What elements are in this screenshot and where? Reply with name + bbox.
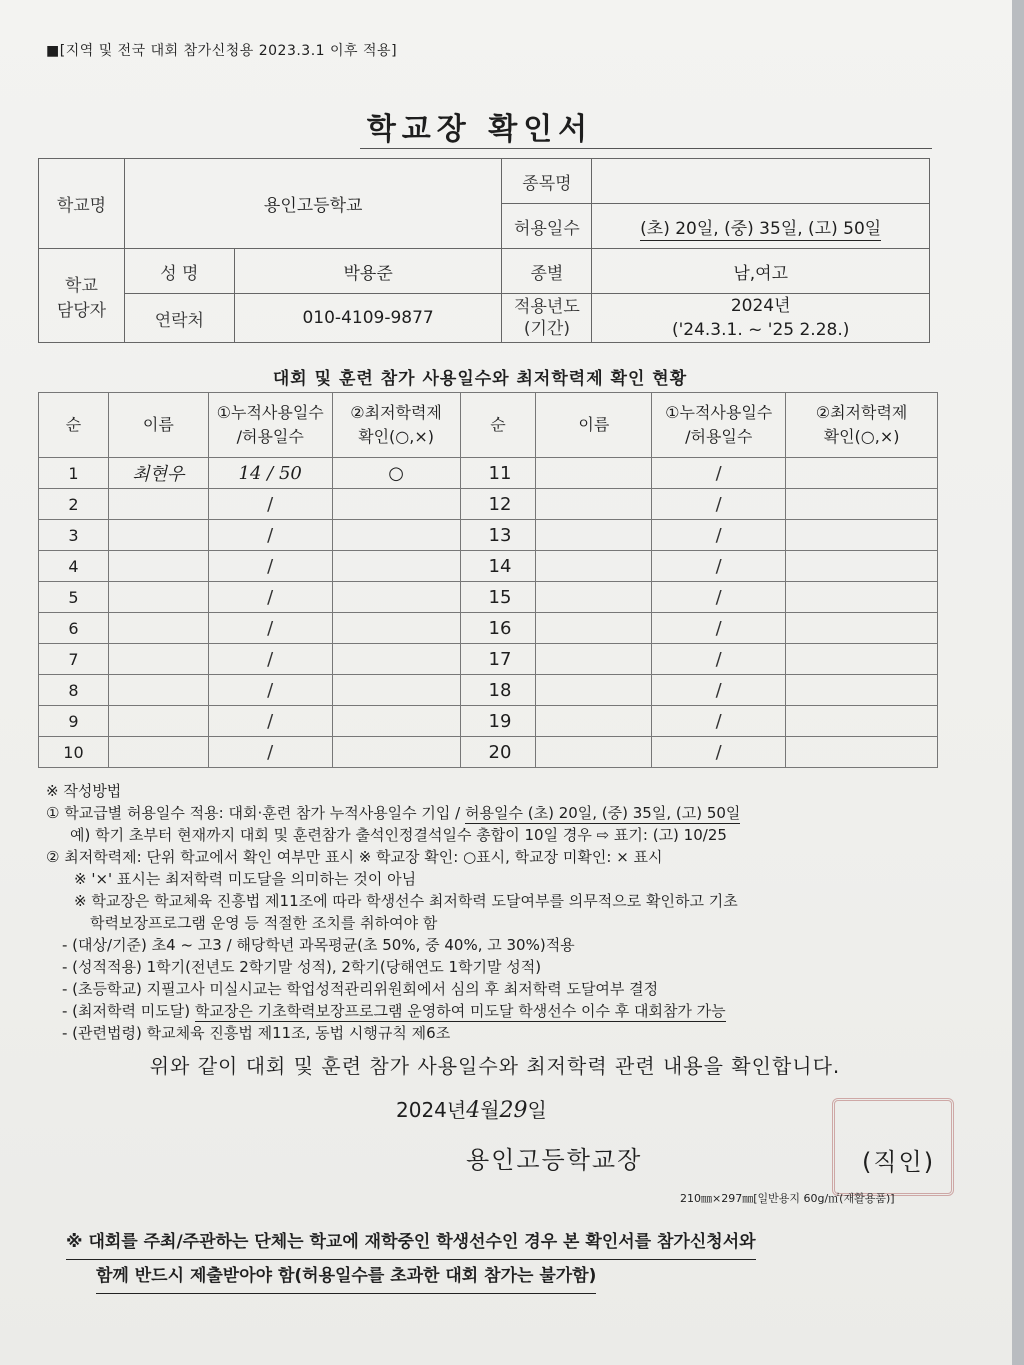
table-row <box>39 520 938 551</box>
col-days-right: ①누적사용일수 /허용일수 <box>652 393 786 458</box>
student-name <box>536 737 652 768</box>
table-row <box>39 706 938 737</box>
student-name <box>108 489 208 520</box>
days-value: / <box>208 489 332 520</box>
note-line: - (대상/기준) 초4 ~ 고3 / 해당학년 과목평균(초 50%, 중 40%, 고 30%)적용 <box>62 936 575 954</box>
note-line: - (관련법령) 학교체육 진흥법 제11조, 동법 시행규칙 제6조 <box>62 1024 451 1042</box>
note-line: 예) 학기 초부터 현재까지 대회 및 훈련참가 출석인정결석일수 총합이 10일 경우 ⇨ 표기: (고) 10/25 <box>70 826 727 844</box>
days-value: / <box>208 613 332 644</box>
student-name <box>108 613 208 644</box>
paper-spec: 210㎜×297㎜[일반용지 60g/㎡(재활용품)] <box>680 1192 895 1205</box>
student-name <box>108 737 208 768</box>
min-check <box>332 644 460 675</box>
event-value <box>592 159 930 204</box>
col-min-right: ②최저학력제 확인(○,×) <box>786 393 938 458</box>
row-number: 18 <box>460 675 536 706</box>
student-name <box>536 613 652 644</box>
min-check <box>786 737 938 768</box>
row-number: 5 <box>39 582 109 613</box>
student-name <box>536 489 652 520</box>
min-check <box>332 675 460 706</box>
seal-label: (직인) <box>862 1148 936 1176</box>
row-number: 1 <box>39 458 109 489</box>
row-number: 7 <box>39 644 109 675</box>
row-number: 16 <box>460 613 536 644</box>
period-value: ('24.3.1. ~ '25 2.28.) <box>671 320 850 340</box>
min-check <box>332 582 460 613</box>
note-line: - (성적적용) 1학기(전년도 2학기말 성적), 2학기(당해연도 1학기말 성적) <box>62 958 542 976</box>
student-name <box>108 706 208 737</box>
days-value: / <box>652 706 786 737</box>
table-row <box>39 582 938 613</box>
min-check <box>786 675 938 706</box>
student-name: 최현우 <box>108 458 208 489</box>
row-number: 19 <box>460 706 536 737</box>
student-name <box>536 706 652 737</box>
days-value: / <box>652 675 786 706</box>
footnote-line: 함께 반드시 제출받아야 함(허용일수를 초과한 대회 참가는 불가함) <box>96 1260 596 1294</box>
col-seq-left: 순 <box>39 393 109 458</box>
name-label: 성 명 <box>124 249 234 294</box>
days-value: 14 / 50 <box>208 458 332 489</box>
page-title: 학교장 확인서 <box>366 112 594 147</box>
col-days-left: ①누적사용일수 /허용일수 <box>208 393 332 458</box>
min-check <box>786 706 938 737</box>
days-value: / <box>208 582 332 613</box>
days-value: / <box>208 551 332 582</box>
col-name-right: 이름 <box>536 393 652 458</box>
note-underlined: 학교장은 기초학력보장프로그램 운영하여 미도달 학생선수 이수 후 대회참가 가능 <box>194 1002 726 1020</box>
row-number: 13 <box>460 520 536 551</box>
issue-date <box>396 1094 547 1123</box>
row-number: 6 <box>39 613 109 644</box>
note-line: 학력보장프로그램 운영 등 적절한 조치를 취하여야 함 <box>90 914 438 932</box>
note-underlined: 허용일수 (초) 20일, (중) 35일, (고) 50일 <box>465 804 741 822</box>
col-seq-right: 순 <box>460 393 536 458</box>
min-check <box>786 458 938 489</box>
note-text: ① 학교급별 허용일수 적용: 대회·훈련 참가 누적사용일수 기입 / <box>46 804 465 822</box>
table-row <box>39 675 938 706</box>
school-info-table <box>38 158 930 343</box>
days-value: / <box>652 520 786 551</box>
student-name <box>108 675 208 706</box>
date-year: 2024년 <box>396 1098 467 1122</box>
footnote-line: ※ 대회를 주최/주관하는 단체는 학교에 재학중인 학생선수인 경우 본 확인서를 참가신청서와 <box>66 1226 756 1260</box>
row-number: 14 <box>460 551 536 582</box>
manager-label: 학교 담당자 <box>39 249 125 343</box>
col-name-left: 이름 <box>108 393 208 458</box>
min-check <box>786 520 938 551</box>
days-value: / <box>652 582 786 613</box>
note-line: ※ '×' 표시는 최저학력 미도달을 의미하는 것이 아님 <box>74 870 417 888</box>
days-value: / <box>652 613 786 644</box>
table-row <box>39 489 938 520</box>
days-value: / <box>208 737 332 768</box>
note-line <box>46 802 966 824</box>
student-name <box>536 644 652 675</box>
contact-value: 010-4109-9877 <box>234 294 502 343</box>
table-row <box>39 458 938 489</box>
principal-title: 용인고등학교장 <box>466 1146 643 1174</box>
row-number: 3 <box>39 520 109 551</box>
days-value: / <box>208 675 332 706</box>
min-check <box>786 551 938 582</box>
year-value: 2024년 <box>730 296 791 316</box>
row-number: 8 <box>39 675 109 706</box>
table-row <box>39 551 938 582</box>
min-check <box>332 706 460 737</box>
min-check <box>332 489 460 520</box>
date-day: 29 <box>499 1098 528 1123</box>
gender-value: 남,여고 <box>592 249 930 294</box>
note-line <box>46 1000 966 1022</box>
days-value: / <box>652 458 786 489</box>
contact-label: 연락처 <box>124 294 234 343</box>
row-number: 4 <box>39 551 109 582</box>
min-check <box>786 582 938 613</box>
row-number: 11 <box>460 458 536 489</box>
year-label: 적용년도 (기간) <box>502 294 592 343</box>
row-number: 10 <box>39 737 109 768</box>
student-name <box>108 644 208 675</box>
days-value: / <box>652 644 786 675</box>
days-value: / <box>652 489 786 520</box>
page-edge <box>1012 0 1024 1365</box>
event-label: 종목명 <box>502 159 592 204</box>
row-number: 12 <box>460 489 536 520</box>
confirm-statement: 위와 같이 대회 및 훈련 참가 사용일수와 최저학력 관련 내용을 확인합니다. <box>149 1054 841 1078</box>
min-check <box>332 520 460 551</box>
table-row <box>39 644 938 675</box>
school-label: 학교명 <box>39 159 125 249</box>
days-value: / <box>208 644 332 675</box>
usage-table <box>38 392 938 768</box>
title-divider <box>360 148 932 149</box>
student-name <box>108 582 208 613</box>
header-tag: ■[지역 및 전국 대회 참가신청용 2023.3.1 이후 적용] <box>46 43 398 59</box>
min-check <box>332 551 460 582</box>
school-name: 용인고등학교 <box>124 159 502 249</box>
table-row <box>39 613 938 644</box>
date-day-unit: 일 <box>527 1098 547 1122</box>
row-number: 9 <box>39 706 109 737</box>
days-value: / <box>652 737 786 768</box>
min-check: ○ <box>332 458 460 489</box>
footnote <box>66 1226 756 1294</box>
section-title: 대회 및 훈련 참가 사용일수와 최저학력제 확인 현황 <box>272 369 688 389</box>
row-number: 2 <box>39 489 109 520</box>
min-check <box>786 613 938 644</box>
allowed-days-value: (초) 20일, (중) 35일, (고) 50일 <box>640 218 882 239</box>
row-number: 20 <box>460 737 536 768</box>
student-name <box>536 458 652 489</box>
min-check <box>786 644 938 675</box>
row-number: 17 <box>460 644 536 675</box>
row-number: 15 <box>460 582 536 613</box>
instructions <box>46 780 966 1044</box>
note-line: ② 최저학력제: 단위 학교에서 확인 여부만 표시 ※ 학교장 확인: ○표시, 학교장 미확인: × 표시 <box>46 848 663 866</box>
student-name <box>536 582 652 613</box>
min-check <box>332 613 460 644</box>
student-name <box>536 551 652 582</box>
name-value: 박용준 <box>234 249 502 294</box>
student-name <box>536 520 652 551</box>
date-month-unit: 월 <box>480 1098 500 1122</box>
date-month: 4 <box>466 1098 481 1123</box>
note-text: - (최저학력 미도달) <box>62 1002 195 1020</box>
gender-label: 종별 <box>502 249 592 294</box>
student-name <box>108 520 208 551</box>
table-row <box>39 737 938 768</box>
student-name <box>108 551 208 582</box>
allowed-days-label: 허용일수 <box>502 204 592 249</box>
student-name <box>536 675 652 706</box>
days-value: / <box>208 706 332 737</box>
min-check <box>332 737 460 768</box>
min-check <box>786 489 938 520</box>
notes-heading: ※ 작성방법 <box>46 782 122 800</box>
days-value: / <box>652 551 786 582</box>
col-min-left: ②최저학력제 확인(○,×) <box>332 393 460 458</box>
days-value: / <box>208 520 332 551</box>
note-line: ※ 학교장은 학교체육 진흥법 제11조에 따라 학생선수 최저학력 도달여부를 의무적으로 확인하고 기초 <box>74 892 738 910</box>
note-line: - (초등학교) 지필고사 미실시교는 학업성적관리위원회에서 심의 후 최저학력 도달여부 결정 <box>62 980 659 998</box>
